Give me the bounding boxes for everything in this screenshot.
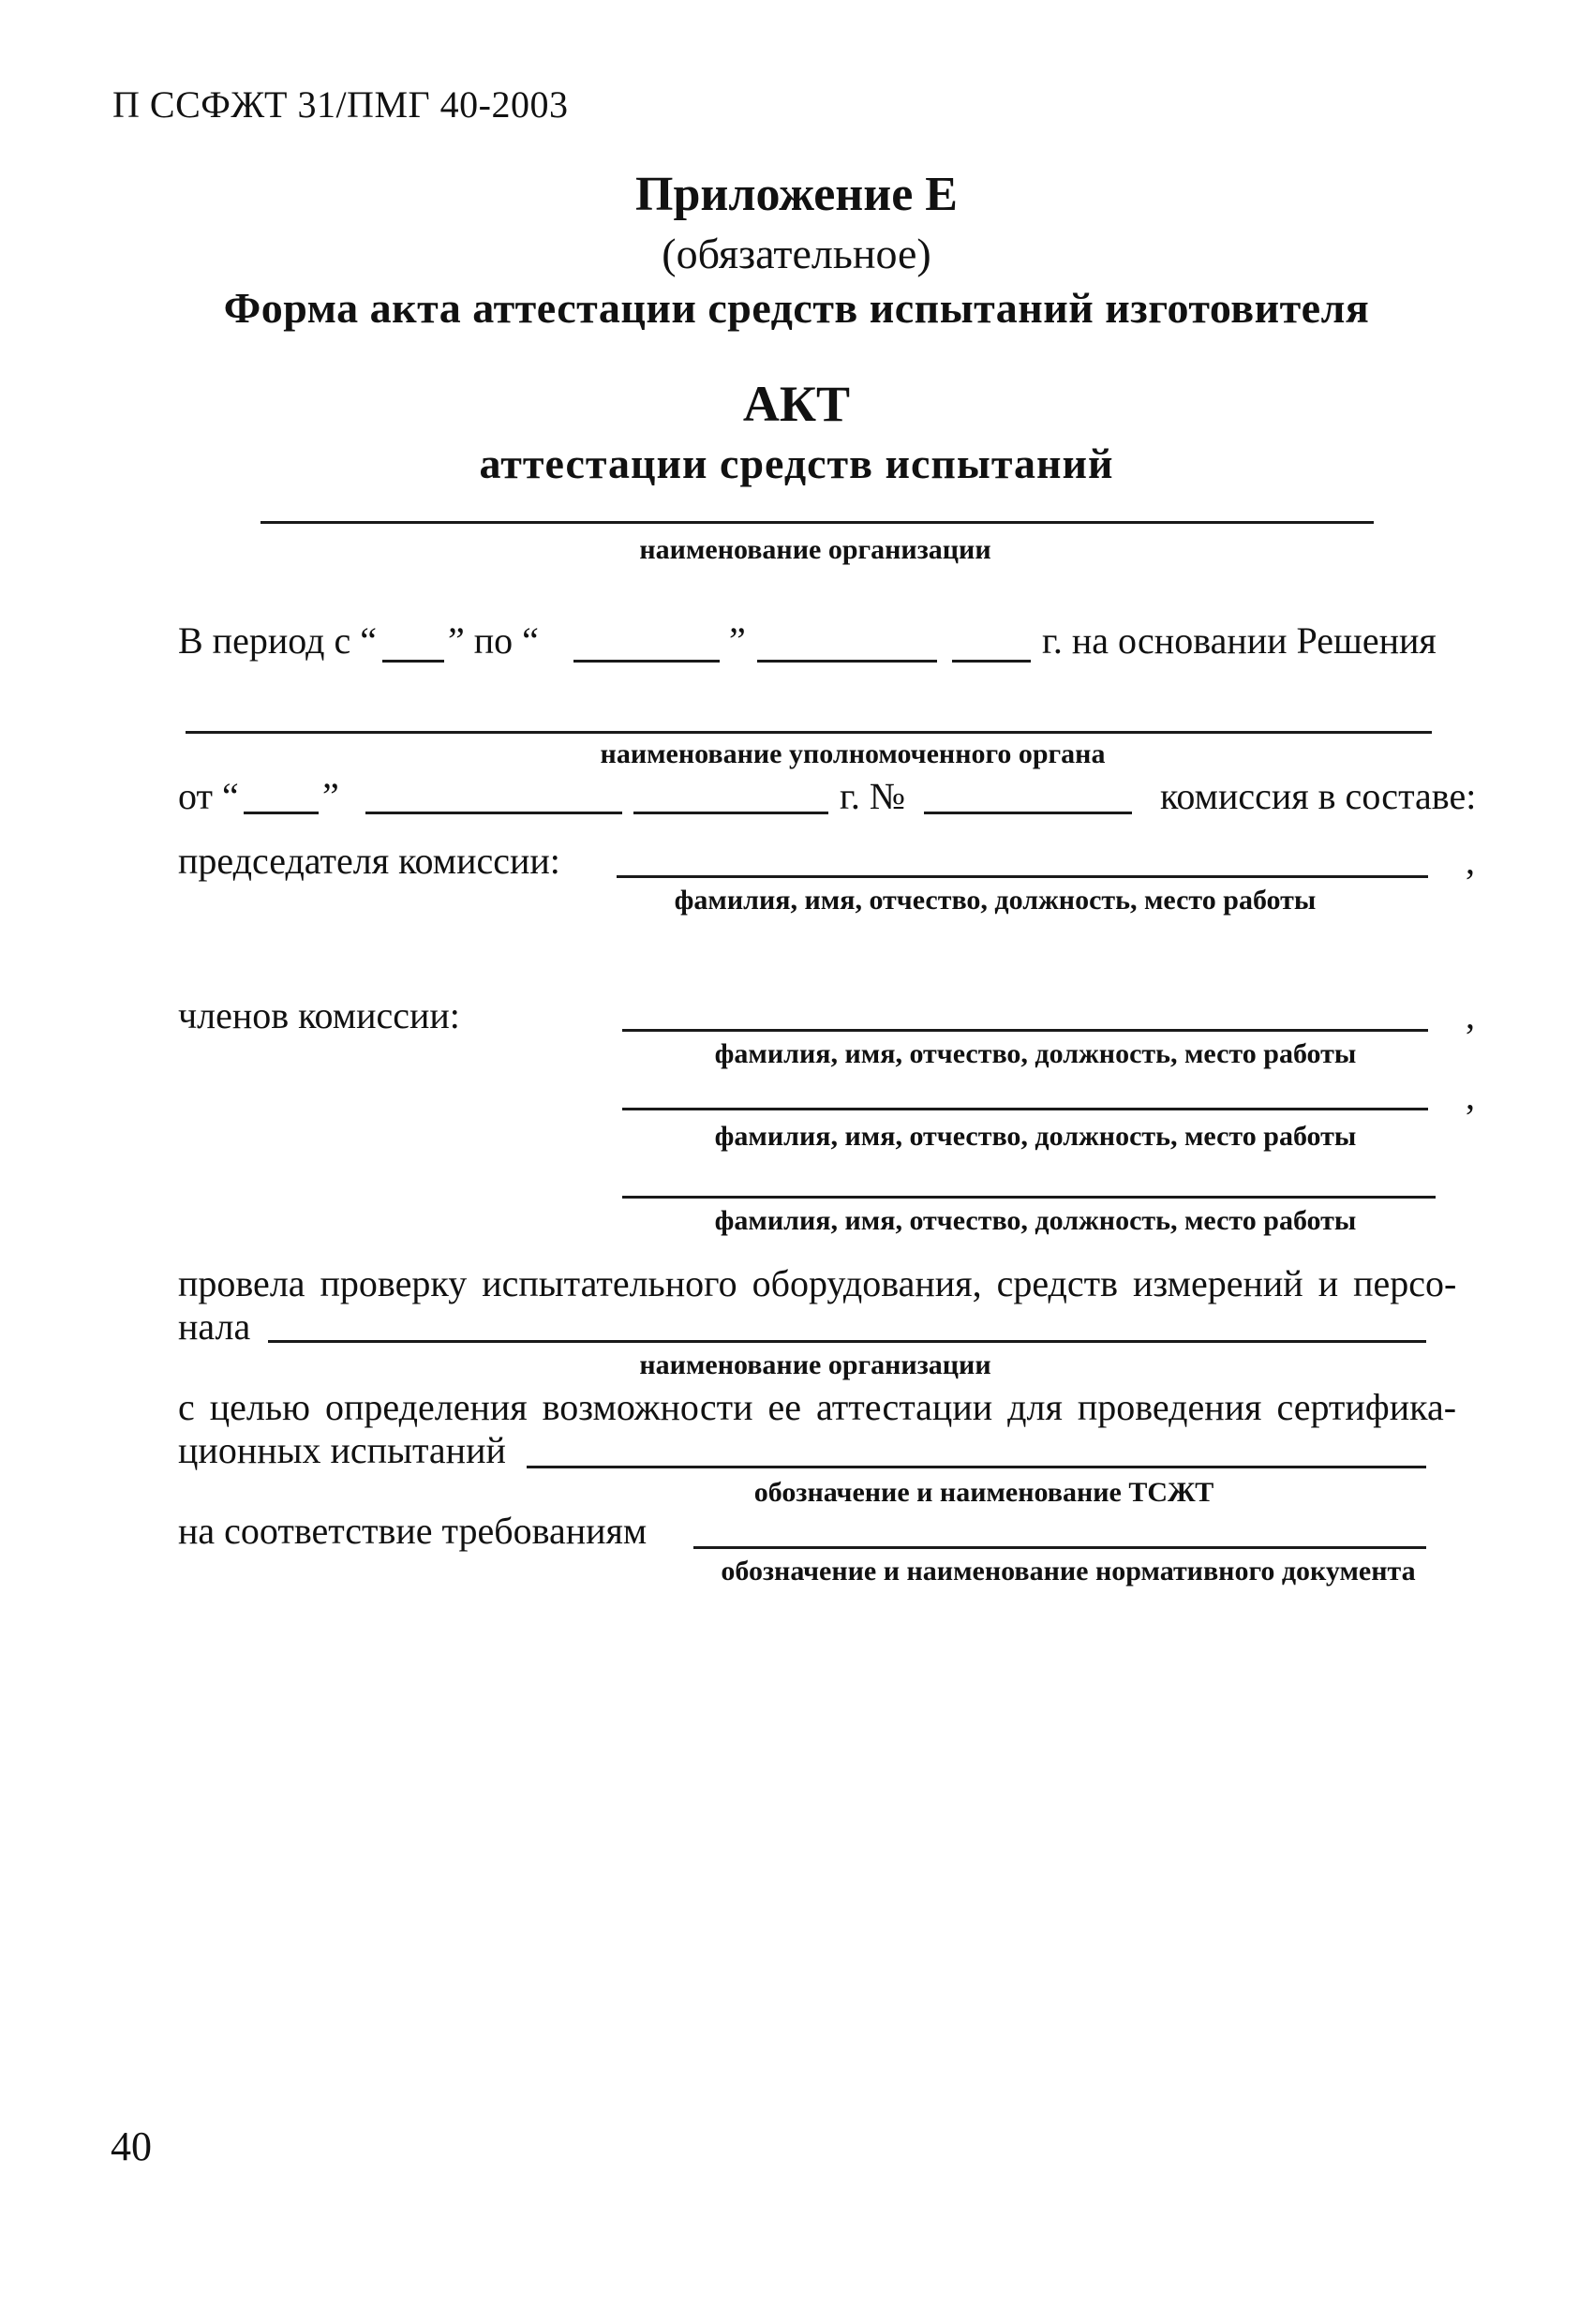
member-1-field[interactable] [622,1029,1428,1032]
chair-field[interactable] [617,875,1428,878]
appendix-title: Приложение Е [635,168,958,221]
from-g-no: г. № [840,775,906,817]
member-1-caption: фамилия, имя, отчество, должность, место работы [714,1038,1357,1069]
period-day-from-field[interactable] [382,660,444,663]
paragraph-line-2: нала [178,1305,251,1348]
member-1-comma: , [1466,994,1475,1036]
commission-composition-label: комиссия в составе: [1160,775,1477,817]
paragraph-line-5: на соответствие требованиям [178,1510,648,1552]
from-year-field[interactable] [633,812,828,814]
verified-org-field[interactable] [268,1340,1426,1343]
from-day-field[interactable] [244,812,319,814]
normative-doc-field[interactable] [693,1546,1426,1549]
org-name-caption: наименование организации [639,534,991,565]
decision-number-field[interactable] [924,812,1132,814]
member-3-field[interactable] [622,1196,1436,1199]
act-title: АКТ [742,376,851,432]
period-year-field[interactable] [952,660,1031,663]
members-label: членов комиссии: [178,994,460,1036]
period-mid-text: ” по “ [448,619,539,662]
chair-label: председателя комиссии: [178,840,560,882]
member-2-caption: фамилия, имя, отчество, должность, место работы [714,1121,1357,1152]
form-title: Форма акта аттестации средств испытаний изготовителя [223,284,1370,332]
chair-comma: , [1466,840,1475,882]
tszht-field[interactable] [527,1466,1426,1468]
paragraph-line-1: провела проверку испытательного оборудования, средств измерений и персо- [178,1262,1457,1304]
org-name-line [261,521,1374,524]
page-number: 40 [111,2123,152,2169]
member-3-caption: фамилия, имя, отчество, должность, место работы [714,1205,1357,1236]
chair-caption: фамилия, имя, отчество, должность, место работы [674,885,1317,916]
paragraph-line-3: с целью определения возможности ее аттестации для проведения сертифика- [178,1386,1457,1428]
member-2-comma: , [1466,1075,1475,1117]
period-month-field[interactable] [757,660,937,663]
act-subtitle: аттестации средств испытаний [479,439,1114,487]
document-code: П ССФЖТ 31/ПМГ 40-2003 [112,83,569,126]
normative-doc-caption: обозначение и наименование нормативного документа [721,1556,1416,1587]
period-prefix: В период с “ [178,619,377,662]
from-close-quote: ” [322,775,339,817]
period-suffix: г. на основании Решения [1042,619,1437,662]
appendix-subtitle: (обязательное) [662,230,931,277]
authority-name-line[interactable] [186,731,1432,734]
from-prefix: от “ [178,775,239,817]
verified-org-caption: наименование организации [639,1349,991,1380]
paragraph-line-4: ционных испытаний [178,1429,506,1471]
member-2-field[interactable] [622,1108,1428,1110]
period-to-field[interactable] [573,660,720,663]
period-close-quote: ” [729,619,746,662]
tszht-caption: обозначение и наименование ТСЖТ [753,1477,1214,1508]
from-month-field[interactable] [365,812,622,814]
authority-name-caption: наименование уполномоченного органа [600,738,1106,769]
